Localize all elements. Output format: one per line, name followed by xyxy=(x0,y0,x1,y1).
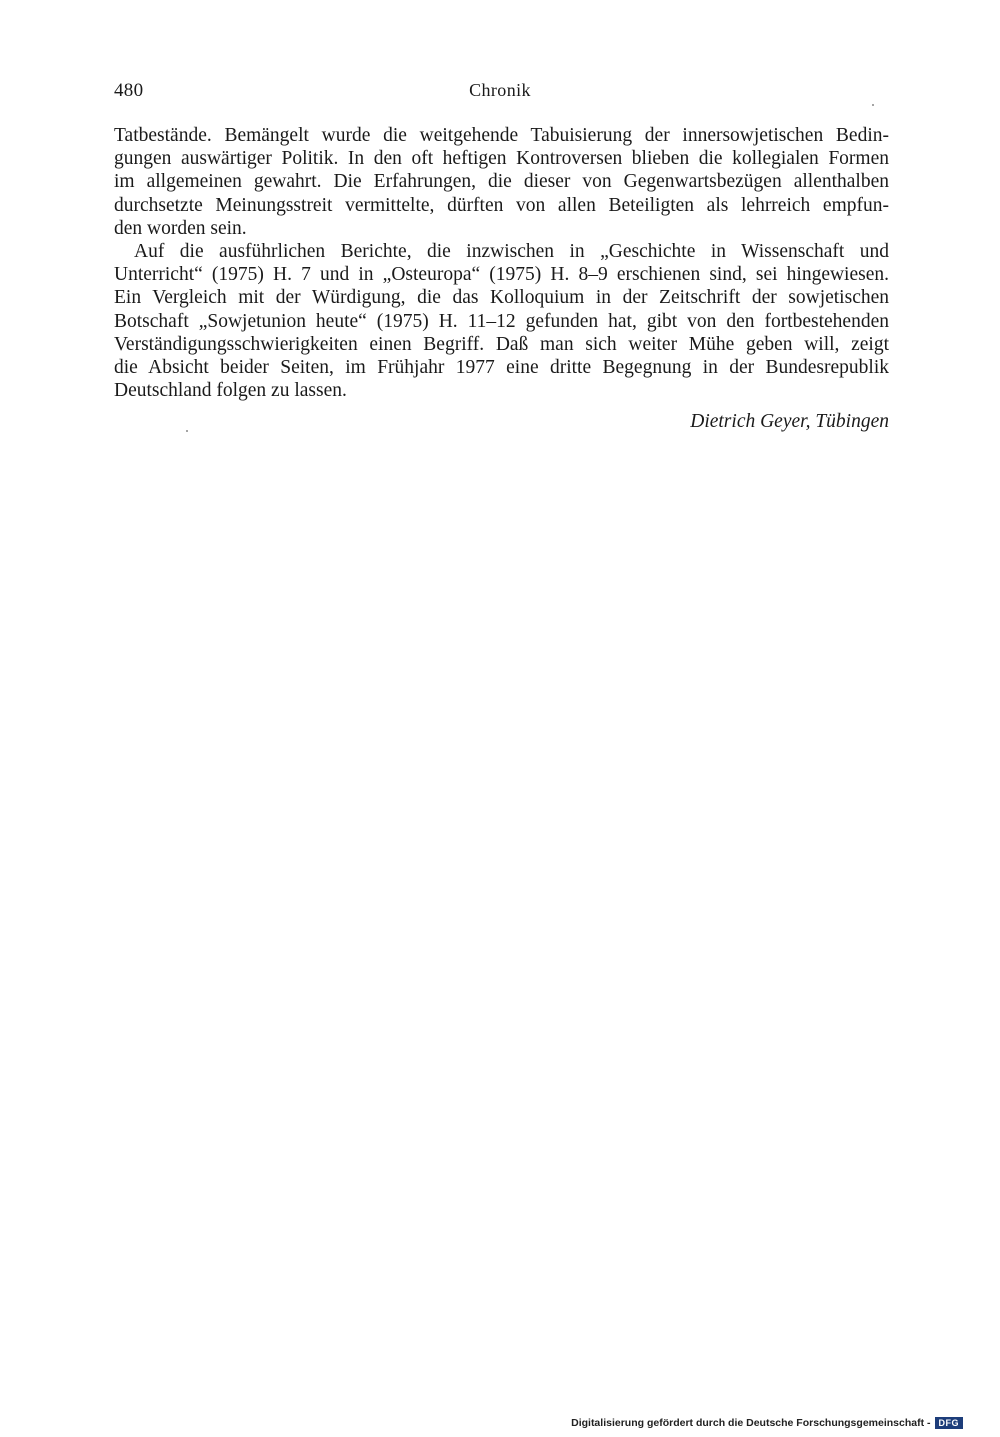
scan-speck xyxy=(186,430,188,432)
text-line: Verständigungsschwierigkeiten einen Begriff. Daß man sich weiter Mühe geben will, zeigt xyxy=(114,333,889,355)
page-number: 480 xyxy=(114,80,144,101)
dfg-logo: DFG xyxy=(935,1417,964,1429)
text-line: Unterricht“ (1975) H. 7 und in „Osteuropa“ (1975) H. 8–9 erschienen sind, sei hingewiesen. xyxy=(114,264,889,286)
text-line: gungen auswärtiger Politik. In den oft heftigen Kontroversen blieben die kollegialen Formen xyxy=(114,148,889,170)
article-body xyxy=(114,124,889,402)
text-line: den worden sein. xyxy=(114,217,247,239)
text-line: Botschaft „Sowjetunion heute“ (1975) H. 11–12 gefunden hat, gibt von den fortbestehenden xyxy=(114,310,889,332)
text-line: Ein Vergleich mit der Würdigung, die das Kolloquium in der Zeitschrift der sowjetischen xyxy=(114,287,889,309)
text-line: die Absicht beider Seiten, im Frühjahr 1977 eine dritte Begegnung in der Bundesrepublik xyxy=(114,357,889,379)
author-signature: Dietrich Geyer, Tübingen xyxy=(690,411,889,432)
digitization-credit xyxy=(571,1417,963,1429)
text-line: Tatbestände. Bemängelt wurde die weitgehende Tabuisierung der innersowjetischen Bedin- xyxy=(114,125,889,146)
digitization-credit-text: Digitalisierung gefördert durch die Deutsche Forschungsgemeinschaft - xyxy=(571,1417,931,1429)
text-line: durchsetzte Meinungsstreit vermittelte, dürften von allen Beteiligten als lehrreich empfun- xyxy=(114,194,889,216)
text-line: im allgemeinen gewahrt. Die Erfahrungen, die dieser von Gegenwartsbezügen allenthalben xyxy=(114,171,889,193)
text-line: Auf die ausführlichen Berichte, die inzwischen in „Geschichte in Wissenschaft und xyxy=(134,241,889,263)
text-line: Deutschland folgen zu lassen. xyxy=(114,380,347,402)
running-head: Chronik xyxy=(469,80,531,100)
scan-speck xyxy=(872,104,874,106)
